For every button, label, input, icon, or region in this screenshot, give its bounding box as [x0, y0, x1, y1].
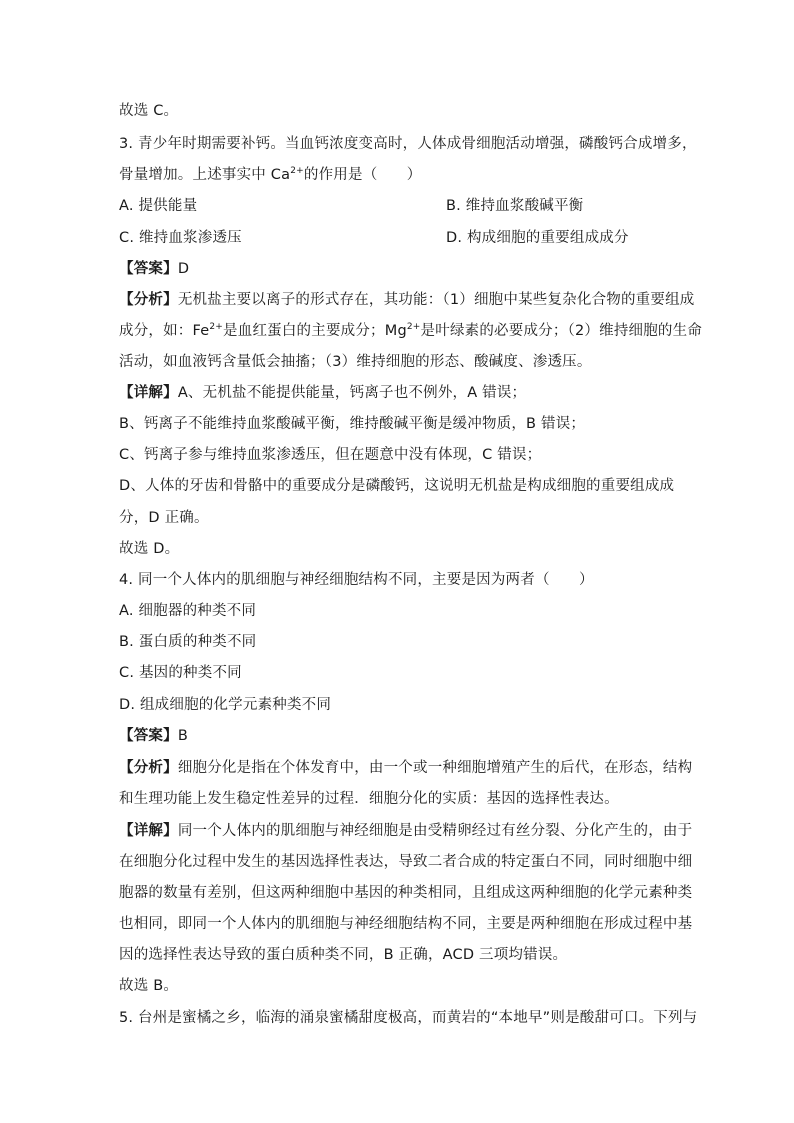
q3-stem-superscript: 2+ — [290, 166, 304, 177]
q4-detail-line4: 也相同，即同一个人体内的肌细胞与神经细胞结构不同，主要是两种细胞在形成过程中基 — [119, 916, 693, 932]
q3-analysis-sup1: 2+ — [209, 322, 224, 333]
q3-answer-tag: 【答案】 — [119, 261, 178, 277]
q3-analysis-sup2: 2+ — [406, 322, 421, 333]
q3-analysis-text2a: 成分，如：Fe — [119, 323, 210, 339]
q4-answer — [119, 726, 188, 746]
q4-option-d: D. 组成细胞的化学元素种类不同 — [119, 697, 332, 713]
q3-options-row2 — [119, 228, 242, 248]
q4-stem: 4. 同一个人体内的肌细胞与神经细胞结构不同，主要是因为两者（ ） — [119, 572, 594, 588]
q4-analysis-tag: 【分析】 — [119, 760, 178, 776]
q3-option-b: B. 维持血浆酸碱平衡 — [446, 198, 584, 214]
q3-detail-line4: D、人体的牙齿和骨骼中的重要成分是磷酸钙，这说明无机盐是构成细胞的重要组成成 — [119, 478, 675, 494]
q4-detail-line3: 胞器的数量有差别，但这两种细胞中基因的种类相同，且组成这两种细胞的化学元素种类 — [119, 885, 693, 901]
q3-answer-value: D — [177, 261, 190, 277]
q3-analysis-text2c: 是叶绿素的必要成分；（2）维持细胞的生命 — [420, 323, 703, 339]
q4-option-a: A. 细胞器的种类不同 — [119, 603, 257, 619]
q4-detail-line1 — [119, 821, 692, 841]
q3-options-row1 — [119, 196, 197, 216]
q4-analysis-line1 — [119, 758, 692, 778]
q4-detail-line5: 因的选择性表达导致的蛋白质种类不同，B 正确，ACD 三项均错误。 — [119, 947, 568, 963]
q4-analysis-line2: 和生理功能上发生稳定性差异的过程．细胞分化的实质：基因的选择性表达。 — [119, 791, 619, 807]
q3-option-a: A. 提供能量 — [119, 198, 198, 214]
q3-analysis-line3: 活动，如血液钙含量低会抽搐；（3）维持细胞的形态、酸碱度、渗透压。 — [119, 354, 592, 370]
q3-detail-line3: C、钙离子参与维持血浆渗透压，但在题意中没有体现，C 错误； — [119, 447, 542, 463]
q4-answer-value: B — [177, 728, 188, 744]
q3-analysis-tag: 【分析】 — [119, 292, 178, 308]
q3-answer — [119, 259, 189, 279]
q3-analysis-text1: 无机盐主要以离子的形式存在，其功能：（1）细胞中某些复杂化合物的重要组成 — [177, 292, 695, 308]
q4-conclusion: 故选 B。 — [119, 978, 179, 994]
q3-option-d: D. 构成细胞的重要组成成分 — [446, 230, 629, 246]
q3-conclusion: 故选 D。 — [119, 541, 180, 557]
q4-detail-text1: 同一个人体内的肌细胞与神经细胞是由受精卵经过有丝分裂、分化产生的，由于 — [177, 823, 693, 839]
q3-analysis-line2 — [119, 321, 702, 341]
q3-analysis-line1 — [119, 290, 695, 310]
q5-stem-line1: 5. 台州是蜜橘之乡，临海的涌泉蜜橘甜度极高，而黄岩的“本地早”则是酸甜可口。下列与 — [119, 1010, 698, 1026]
q3-stem-text-a: 骨量增加。上述事实中 Ca — [119, 167, 291, 183]
q4-detail-line2: 在细胞分化过程中发生的基因选择性表达，导致二者合成的特定蛋白不同，同时细胞中细 — [119, 854, 693, 870]
q3-detail-line5: 分，D 正确。 — [119, 510, 209, 526]
q3-detail-line2: B、钙离子不能维持血浆酸碱平衡，维持酸碱平衡是缓冲物质，B 错误； — [119, 416, 586, 432]
q3-stem-line1: 3. 青少年时期需要补钙。当血钙浓度变高时，人体成骨细胞活动增强，磷酸钙合成增多， — [119, 136, 697, 152]
q2-conclusion: 故选 C。 — [119, 103, 179, 119]
q4-option-b: B. 蛋白质的种类不同 — [119, 634, 257, 650]
q4-analysis-text1: 细胞分化是指在个体发育中，由一个或一种细胞增殖产生的后代，在形态，结构 — [177, 760, 693, 776]
q3-stem-text-b: 的作用是（ ） — [303, 167, 422, 183]
q4-option-c: C. 基因的种类不同 — [119, 665, 242, 681]
q3-detail-line1 — [119, 383, 526, 403]
q3-option-c: C. 维持血浆渗透压 — [119, 230, 242, 246]
q3-detail-text1: A、无机盐不能提供能量，钙离子也不例外，A 错误； — [177, 385, 527, 401]
q3-stem-line2 — [119, 165, 422, 185]
q4-detail-tag: 【详解】 — [119, 823, 178, 839]
q4-answer-tag: 【答案】 — [119, 728, 178, 744]
q3-detail-tag: 【详解】 — [119, 385, 178, 401]
q3-analysis-text2b: 是血红蛋白的主要成分；Mg — [223, 323, 407, 339]
